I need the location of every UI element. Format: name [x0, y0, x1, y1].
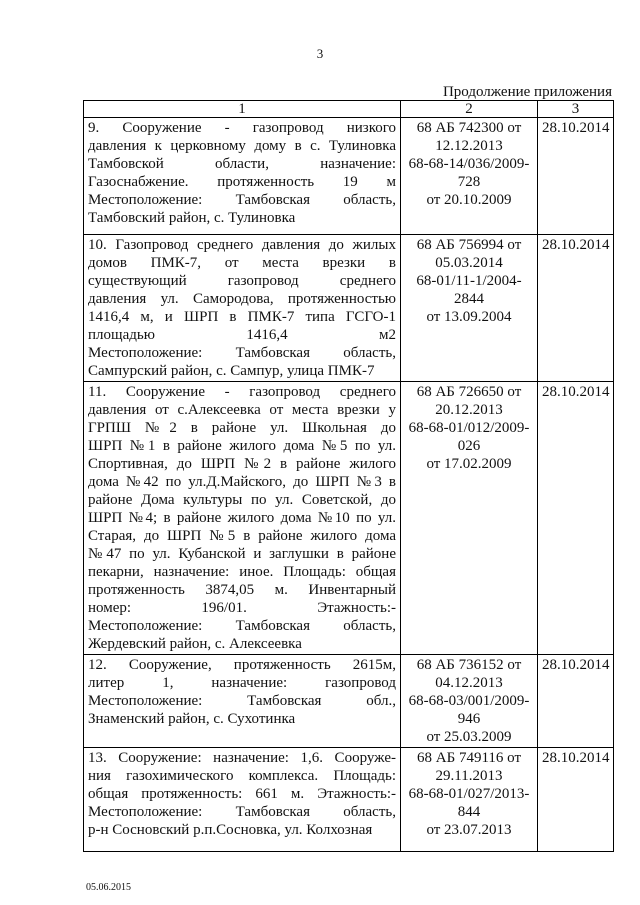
- registration-line: 68 АБ 736152 от: [416, 657, 522, 673]
- description-line: Жердевский район, с. Алексеевка: [88, 636, 302, 652]
- registration-line: от 13.09.2004: [426, 309, 512, 325]
- description-line: 1416,4 м, и ШРП в ПМК-7 типа ГСГО-1: [88, 309, 396, 325]
- registration-line: 20.12.2013: [435, 402, 503, 418]
- registration-cell: [401, 235, 538, 382]
- description-line: давления ул. Самородова, протяженностью: [88, 291, 396, 307]
- description-line: домов ПМК-7, от места врезки в: [88, 255, 396, 271]
- registration-line: 026: [457, 438, 481, 454]
- description-line: ГРПШ №2 в районе ул. Школьная до: [88, 420, 396, 436]
- table-row: [84, 748, 614, 852]
- description-line: Тамбовский район, с. Тулиновка: [88, 210, 296, 226]
- registration-line: 2844: [454, 291, 484, 307]
- description-line: площадью 1416,4 м2: [88, 327, 396, 343]
- object-description-cell: [84, 235, 401, 382]
- description-line: 10. Газопровод среднего давления до жилых: [88, 237, 396, 253]
- registration-line: 68-68-14/036/2009-: [408, 156, 530, 172]
- registration-line: 946: [457, 711, 481, 727]
- description-line: ШРП №4; в районе жилого дома №10 по ул.: [88, 510, 396, 526]
- registration-line: 68-68-01/012/2009-: [408, 420, 530, 436]
- description-line: Старая, до ШРП №5 в районе жилого дома: [88, 528, 396, 544]
- description-line: Местоположение: Тамбовская область,: [88, 192, 396, 208]
- table-row: [84, 382, 614, 655]
- registration-line: 05.03.2014: [435, 255, 503, 271]
- registration-line: 68 АБ 726650 от: [416, 384, 522, 400]
- description-line: Спортивная, до ШРП №2 в районе жилого: [88, 456, 396, 472]
- registration-line: 29.11.2013: [435, 768, 503, 784]
- table-row: [84, 235, 614, 382]
- description-line: 12. Сооружение, протяженность 2615м,: [88, 657, 396, 673]
- description-line: номер: 196/01. Этажность:-: [88, 600, 396, 616]
- description-line: существующий газопровод среднего: [88, 273, 396, 289]
- description-line: Знаменский район, с. Сухотинка: [88, 711, 296, 727]
- description-line: 13. Сооружение: назначение: 1,6. Сооруже-: [88, 750, 396, 766]
- registration-line: 68-68-03/001/2009-: [408, 693, 530, 709]
- description-line: ния газохимического комплекса. Площадь:: [88, 768, 396, 784]
- object-description-cell: [84, 382, 401, 655]
- description-line: литер 1, назначение: газопровод: [88, 675, 396, 691]
- description-line: давления к церковному дому в с. Тулиновка: [88, 138, 396, 154]
- registration-line: от 25.03.2009: [426, 729, 512, 745]
- table-row: [84, 118, 614, 235]
- description-line: Тамбовской области, назначение:: [88, 156, 396, 172]
- description-line: районе Дома культуры по ул. Советской, до: [88, 492, 396, 508]
- description-line: пекарни, назначение: иное. Площадь: общая: [88, 564, 396, 580]
- date-cell: 28.10.2014: [538, 655, 614, 748]
- description-line: 11. Сооружение - газопровод среднего: [88, 384, 396, 400]
- page-number: 3: [316, 46, 324, 61]
- registration-line: от 23.07.2013: [426, 822, 512, 838]
- footer-date: 05.06.2015: [86, 882, 131, 893]
- column-header-3: 3: [538, 101, 614, 118]
- description-line: Местоположение: Тамбовская область,: [88, 804, 396, 820]
- registration-line: 68-01/11-1/2004-: [416, 273, 522, 289]
- registration-line: 12.12.2013: [435, 138, 503, 154]
- table-row: [84, 655, 614, 748]
- object-description-cell: [84, 748, 401, 852]
- object-description-cell: [84, 655, 401, 748]
- description-line: общая протяженность: 661 м. Этажность:-: [88, 786, 396, 802]
- description-line: Газоснабжение. протяженность 19 м: [88, 174, 396, 190]
- header-row: [84, 101, 614, 118]
- description-line: Местоположение: Тамбовская обл.,: [88, 693, 396, 709]
- description-line: ШРП №1 в районе жилого дома №5 по ул.: [88, 438, 396, 454]
- registration-line: 844: [457, 804, 481, 820]
- column-header-2: 2: [401, 101, 538, 118]
- registration-cell: [401, 382, 538, 655]
- date-cell: 28.10.2014: [538, 382, 614, 655]
- description-line: р-н Сосновский р.п.Сосновка, ул. Колхозная: [88, 822, 373, 838]
- description-line: Местоположение: Тамбовская область,: [88, 618, 396, 634]
- date-cell: 28.10.2014: [538, 748, 614, 852]
- description-line: Местоположение: Тамбовская область,: [88, 345, 396, 361]
- registration-line: от 17.02.2009: [426, 456, 512, 472]
- description-line: протяженность 3874,05 м. Инвентарный: [88, 582, 396, 598]
- appendix-continuation-caption: Продолжение приложения: [442, 84, 612, 100]
- registration-line: 728: [457, 174, 481, 190]
- description-line: 9. Сооружение - газопровод низкого: [88, 120, 396, 136]
- registration-line: 68 АБ 756994 от: [416, 237, 522, 253]
- column-header-1: 1: [84, 101, 401, 118]
- registration-line: 68 АБ 749116 от: [417, 750, 521, 766]
- object-description-cell: [84, 118, 401, 235]
- date-cell: 28.10.2014: [538, 118, 614, 235]
- date-cell: 28.10.2014: [538, 235, 614, 382]
- description-line: дома №42 по ул.Д.Майского, до ШРП №3 в: [88, 474, 396, 490]
- registration-line: 68 АБ 742300 от: [416, 120, 522, 136]
- registration-line: от 20.10.2009: [426, 192, 512, 208]
- description-line: давления от с.Алексеевка от места врезки у: [88, 402, 396, 418]
- registry-table: [83, 100, 614, 852]
- registration-cell: [401, 748, 538, 852]
- registration-line: 04.12.2013: [435, 675, 503, 691]
- description-line: Сампурский район, с. Сампур, улица ПМК-7: [88, 363, 375, 379]
- registration-cell: [401, 655, 538, 748]
- registration-cell: [401, 118, 538, 235]
- registration-line: 68-68-01/027/2013-: [408, 786, 530, 802]
- description-line: №47 по ул. Кубанской и заглушки в районе: [88, 546, 396, 562]
